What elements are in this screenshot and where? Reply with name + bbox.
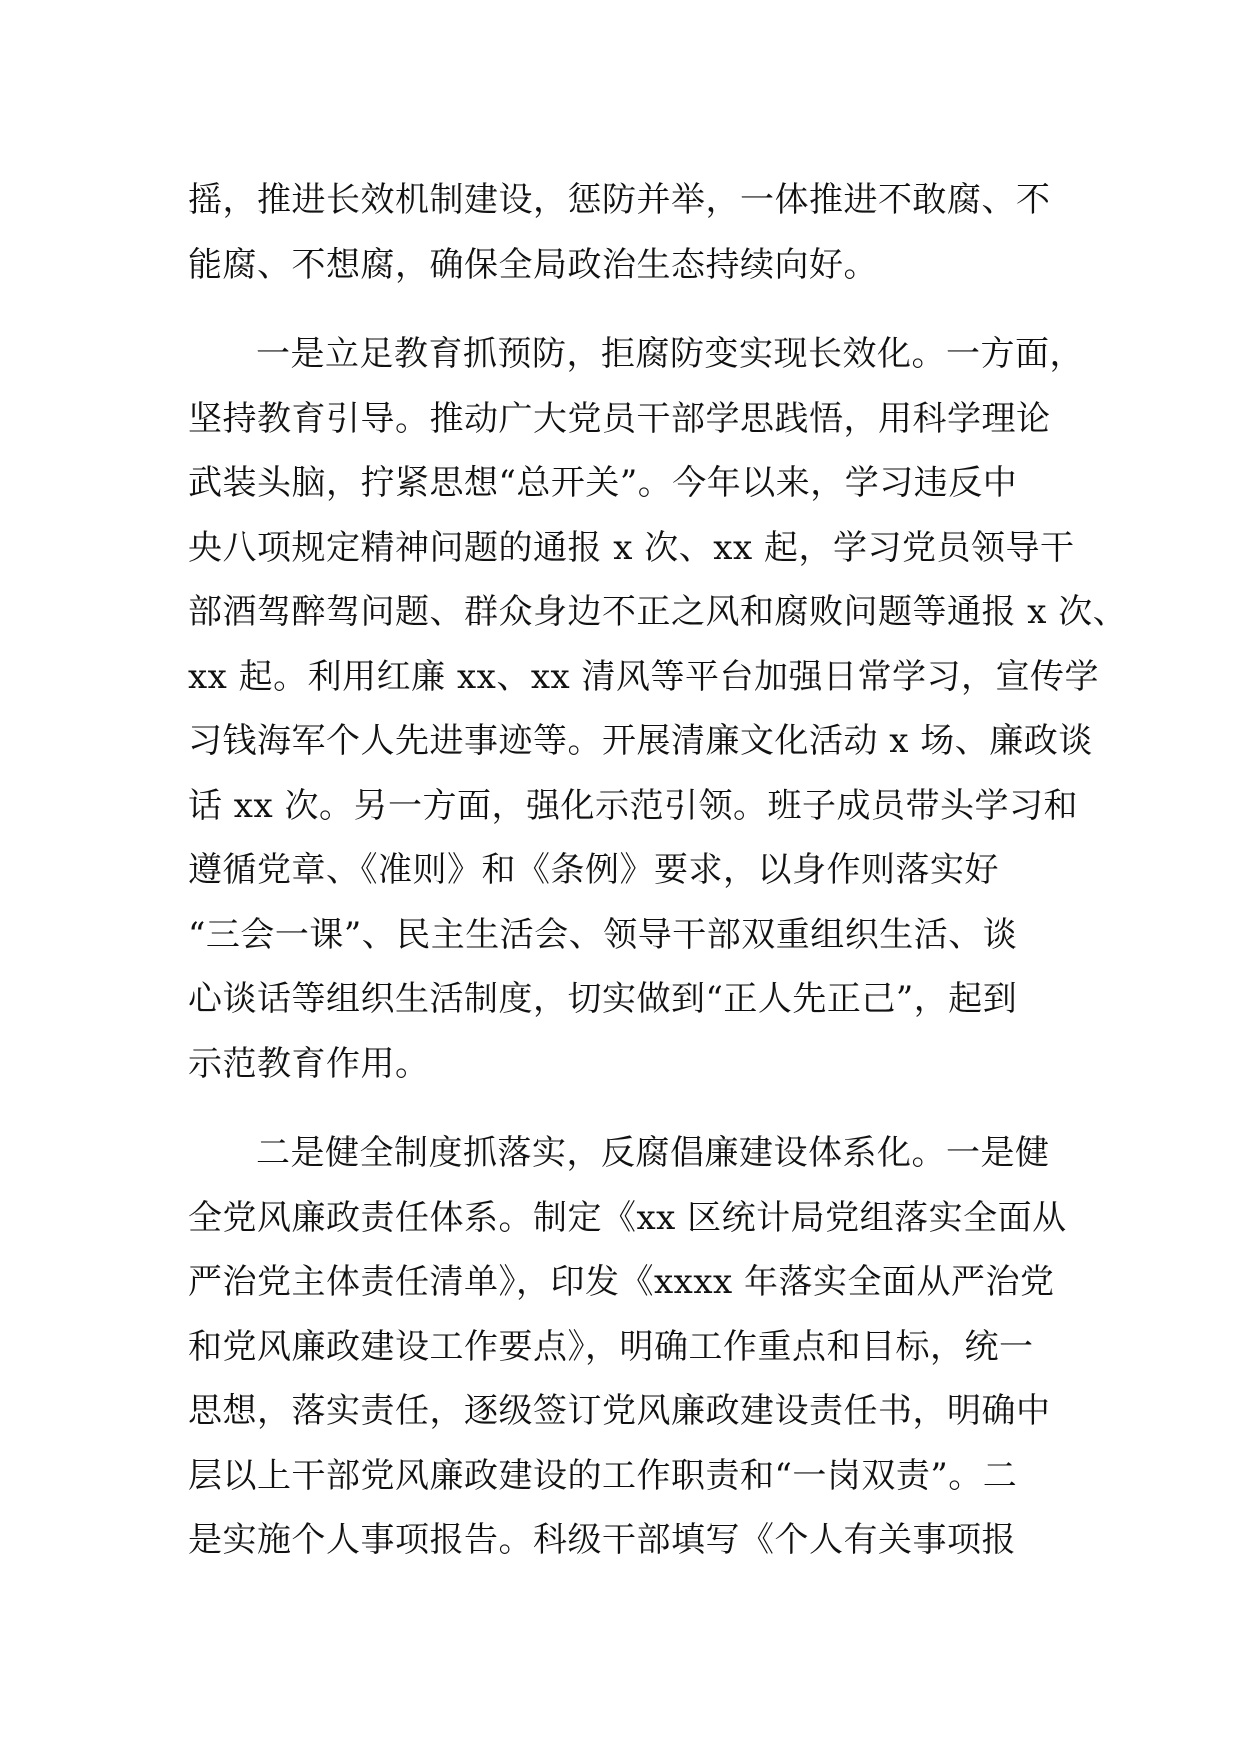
paragraph-spacer (188, 1096, 1068, 1121)
text-line: 话 xx 次。另一方面，强化示范引领。班子成员带头学习和 (188, 785, 1078, 826)
text-line: 部酒驾醉驾问题、群众身边不正之风和腐败问题等通报 x 次、 (188, 592, 1128, 632)
paragraph-3 (188, 1121, 1068, 1573)
paragraph-1 (188, 168, 1068, 297)
text-line: 示范教育作用。 (188, 1043, 430, 1084)
text-line: 坚持教育引导。推动广大党员干部学思践悟，用科学理论 (188, 398, 1051, 439)
text-line: 全党风廉政责任体系。制定《xx 区统计局党组落实全面从 (188, 1197, 1067, 1238)
text-line: 严治党主体责任清单》，印发《xxxx 年落实全面从严治党 (188, 1262, 1055, 1302)
text-line: 层以上干部党风廉政建设的工作职责和“一岗双责”。二 (188, 1455, 1018, 1496)
text-line: 是实施个人事项报告。科级干部填写《个人有关事项报 (188, 1520, 1016, 1560)
text-line: 心谈话等组织生活制度，切实做到“正人先正己”，起到 (188, 979, 1018, 1019)
text-line: xx 起。利用红廉 xx、xx 清风等平台加强日常学习，宣传学 (188, 656, 1099, 697)
text-line: 和党风廉政建设工作要点》，明确工作重点和目标，统一 (188, 1326, 1034, 1367)
text-line: 遵循党章、《准则》和《条例》要求，以身作则落实好 (188, 850, 999, 890)
text-line: 思想，落实责任，逐级签订党风廉政建设责任书，明确中 (188, 1391, 1051, 1431)
text-line: “三会一课”、民主生活会、领导干部双重组织生活、谈 (188, 914, 1018, 955)
text-line-first: 一是立足教育抓预防，拒腐防变实现长效化。一方面， (256, 334, 1084, 374)
text-line: 能腐、不想腐，确保全局政治生态持续向好。 (188, 244, 878, 285)
document-page (188, 168, 1128, 1573)
text-line: 摇，推进长效机制建设，惩防并举，一体推进不敢腐、不 (188, 180, 1051, 220)
paragraph-2 (188, 322, 1128, 1096)
text-line-first: 二是健全制度抓落实，反腐倡廉建设体系化。一是健 (256, 1133, 1050, 1173)
text-line: 武装头脑，拧紧思想“总开关”。今年以来，学习违反中 (188, 463, 1018, 503)
text-line: 央八项规定精神问题的通报 x 次、xx 起，学习党员领导干 (188, 527, 1075, 568)
text-line: 习钱海军个人先进事迹等。开展清廉文化活动 x 场、廉政谈 (188, 721, 1093, 761)
paragraph-spacer (188, 297, 1068, 322)
